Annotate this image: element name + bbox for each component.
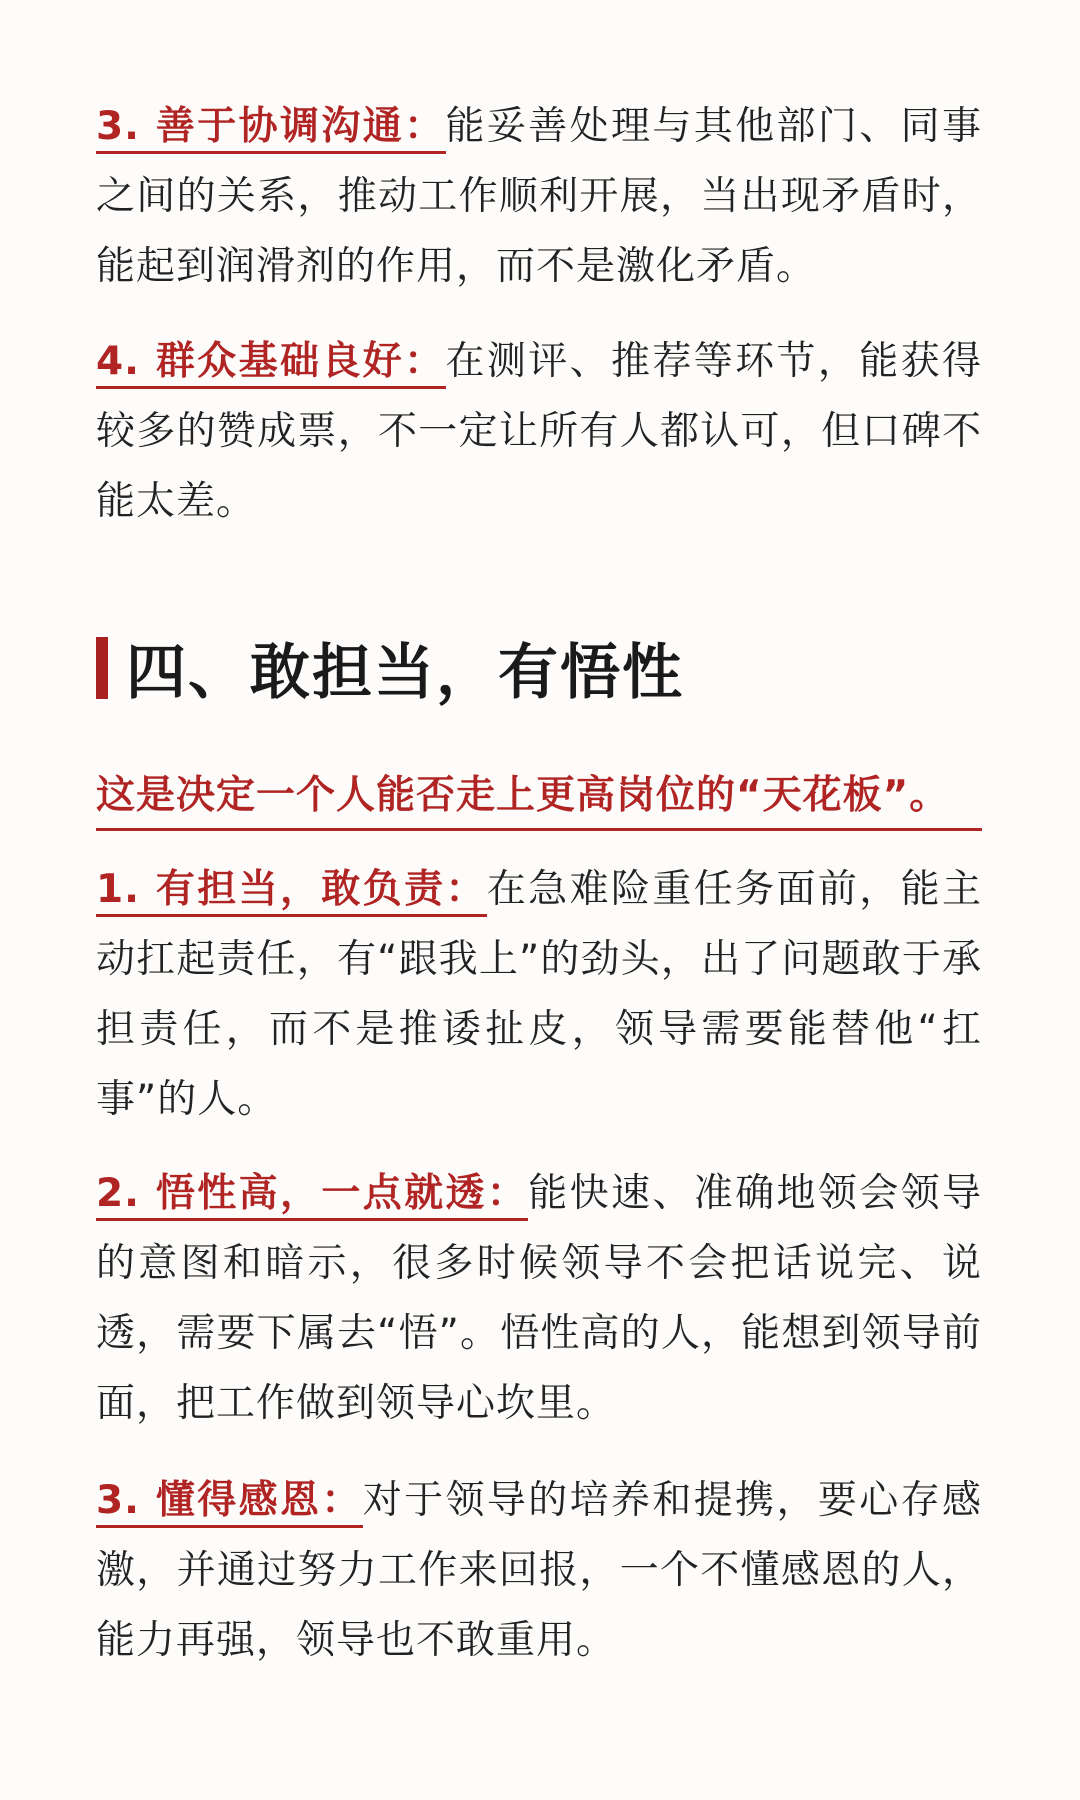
- heading-accent-bar: [96, 637, 108, 699]
- paragraph-lead: 3. 善于协调沟通：: [96, 104, 446, 154]
- paragraph-body: 对于领导的培养和提携，要心存感激，并通过努力工作来回报，一个不懂感恩的人，能力再强，领导也不敢重用。: [96, 1478, 982, 1663]
- paragraph-mass-support: [96, 327, 982, 537]
- section-title: 四、敢担当，有悟性: [126, 638, 684, 708]
- paragraph-lead: 3. 懂得感恩：: [96, 1478, 363, 1528]
- paragraph-lead: 2. 悟性高，一点就透：: [96, 1171, 528, 1221]
- paragraph-body: 能妥善处理与其他部门、同事之间的关系，推动工作顺利开展，当出现矛盾时，能起到润滑剂的作用，而不是激化矛盾。: [96, 104, 982, 289]
- paragraph-insight: [96, 1159, 982, 1439]
- paragraph-coordination: [96, 92, 982, 302]
- paragraph-body: 在急难险重任务面前，能主动扛起责任，有“跟我上”的劲头，出了问题敢于承担责任，而不是推诿扯皮，领导需要能替他“扛事”的人。: [96, 867, 982, 1122]
- paragraph-gratitude: [96, 1466, 982, 1676]
- paragraph-lead: 1. 有担当，敢负责：: [96, 867, 487, 917]
- paragraph-lead: 4. 群众基础良好：: [96, 339, 446, 389]
- paragraph-responsibility: [96, 855, 982, 1135]
- paragraph-body: 在测评、推荐等环节，能获得较多的赞成票，不一定让所有人都认可，但口碑不能太差。: [96, 339, 982, 524]
- paragraph-body: 能快速、准确地领会领导的意图和暗示，很多时候领导不会把话说完、说透，需要下属去“悟”。悟性高的人，能想到领导前面，把工作做到领导心坎里。: [96, 1171, 982, 1426]
- section-intro: 这是决定一个人能否走上更高岗位的“天花板”。: [96, 764, 982, 831]
- section-heading: [96, 628, 684, 708]
